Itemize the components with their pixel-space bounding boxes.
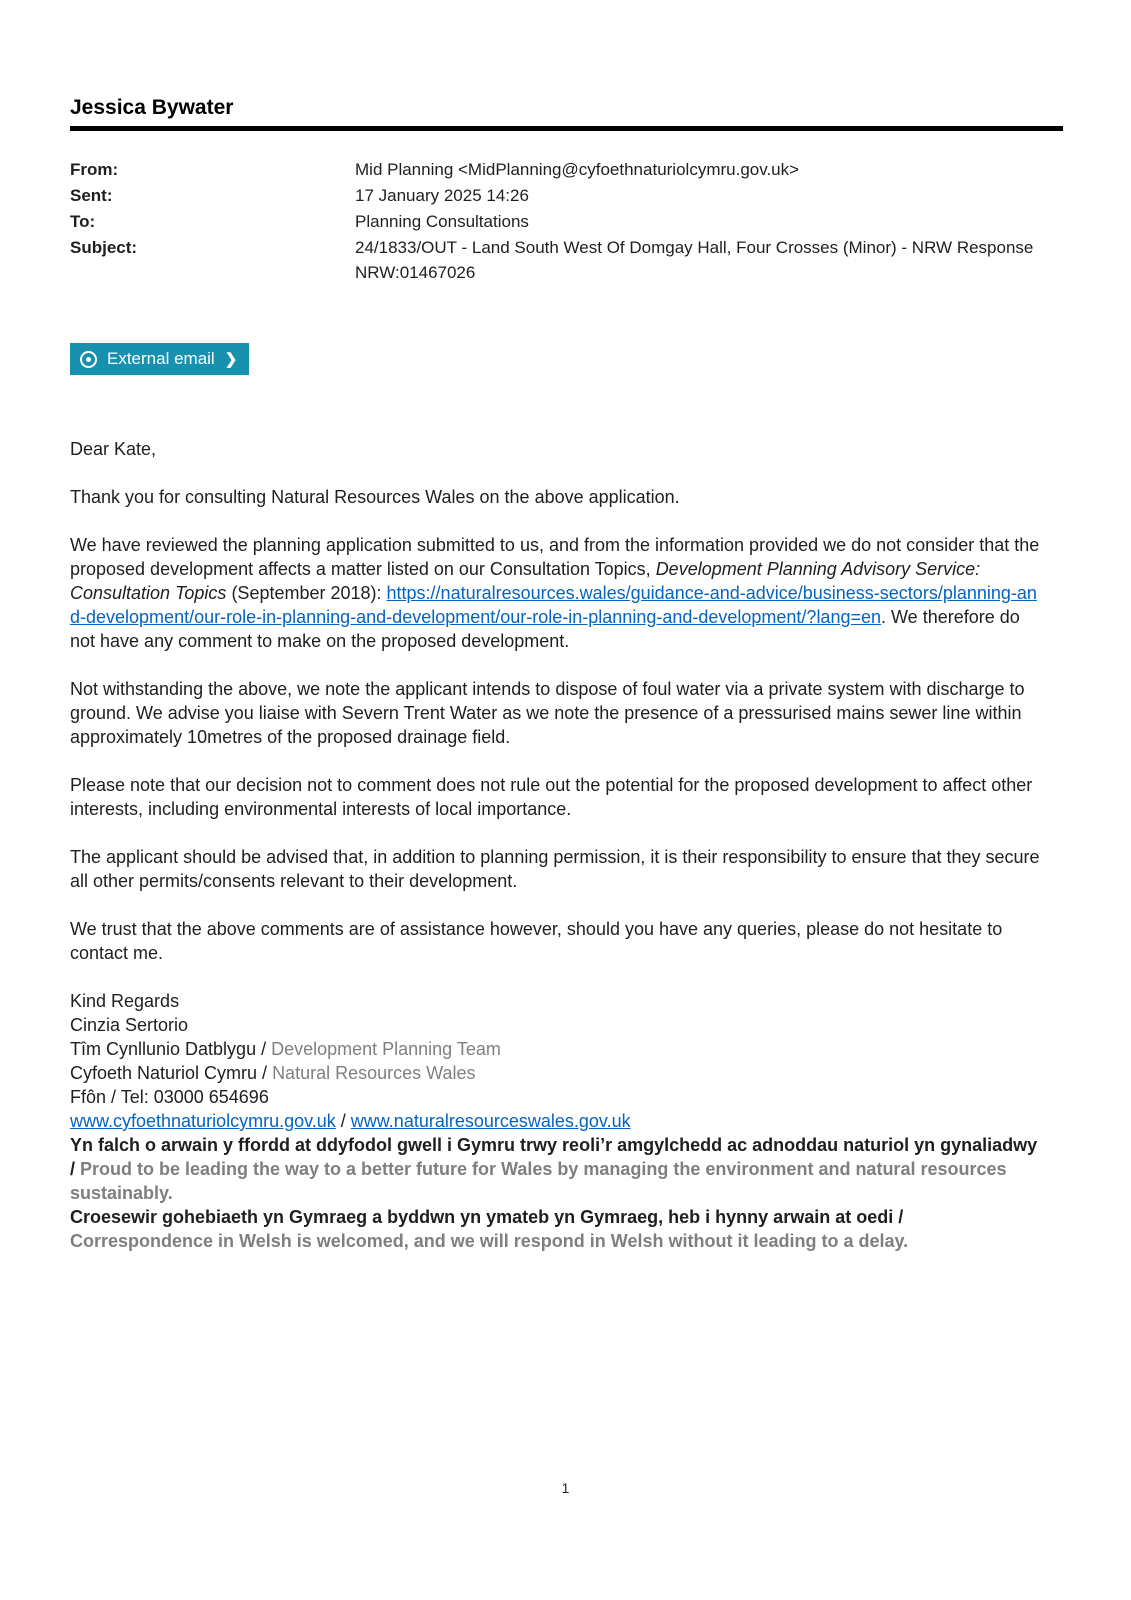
cyfoeth-link[interactable]: www.cyfoethnaturiolcymru.gov.uk [70, 1111, 336, 1131]
external-email-label: External email [107, 349, 215, 368]
signature-tagline [70, 1133, 1045, 1205]
greeting: Dear Kate, [70, 439, 157, 459]
subject-label: Subject: [70, 238, 138, 257]
welsh-notice-welsh: Croesewir gohebiaeth yn Gymraeg a byddwn yn ymateb yn Gymraeg, heb i hynny arwain at oedi / [70, 1207, 904, 1227]
signature-org-english: Natural Resources Wales [272, 1063, 476, 1083]
signature-org-welsh: Cyfoeth Naturiol Cymru / [70, 1063, 273, 1083]
external-email-badge[interactable] [70, 343, 249, 375]
paragraph-consultation-topics [70, 533, 1045, 653]
welsh-notice-english: Correspondence in Welsh is welcomed, and we will respond in Welsh without it leading to a delay. [70, 1231, 909, 1251]
subject-value: 24/1833/OUT - Land South West Of Domgay Hall, Four Crosses (Minor) - NRW Response NRW:01467026 [355, 238, 1034, 282]
tagline-welsh: Yn falch o arwain y ffordd at ddyfodol gwell i Gymru trwy reoli’r amgylchedd ac adnoddau naturiol yn gynaliadwy / [70, 1135, 1038, 1179]
sent-label: Sent: [70, 186, 113, 205]
paragraph-queries: We trust that the above comments are of assistance however, should you have any queries, please do not hesitate to contact me. [70, 919, 1003, 963]
email-header-fields [70, 157, 1063, 285]
paragraph-thanks: Thank you for consulting Natural Resources Wales on the above application. [70, 487, 680, 507]
paragraph-permits: The applicant should be advised that, in addition to planning permission, it is their responsibility to ensure that they secure all other permits/consents relevant to their development. [70, 847, 1040, 891]
to-label: To: [70, 212, 96, 231]
header-divider [70, 126, 1063, 131]
email-signature [70, 989, 1045, 1253]
email-body [70, 437, 1045, 965]
link-separator: / [335, 1111, 351, 1131]
paragraph-text: . We therefore do not have any comment to make on the proposed development. [70, 607, 1020, 651]
signature-welsh-notice [70, 1205, 1045, 1253]
external-email-icon [80, 351, 97, 368]
from-label: From: [70, 160, 119, 179]
signature-name: Cinzia Sertorio [70, 1015, 189, 1035]
to-value: Planning Consultations [355, 212, 529, 231]
from-value: Mid Planning <MidPlanning@cyfoethnaturiolcymru.gov.uk> [355, 160, 800, 179]
signature-team [70, 1037, 1045, 1061]
recipient-name: Jessica Bywater [70, 96, 234, 119]
guidance-link[interactable]: https://naturalresources.wales/guidance-and-advice/business-sectors/planning-and-development/our-role-in-planning-and-development/our-role-in-planning-and-development/?lang=en [70, 583, 1037, 627]
signature-phone: Ffôn / Tel: 03000 654696 [70, 1087, 269, 1107]
paragraph-foul-water: Not withstanding the above, we note the applicant intends to dispose of foul water via a private system with discharge to ground. We advise you liaise with Severn Trent Water as we note the presence of a pressurised mains sewer line within approximately 10metres of the proposed drainage field. [70, 679, 1025, 747]
paragraph-text: We have reviewed the planning application submitted to us, and from the information provided we do not consider that the proposed development affects a matter listed on our Consultation Topics, [70, 535, 1040, 579]
chevron-right-icon: ❯ [224, 350, 238, 368]
paragraph-decision-note: Please note that our decision not to comment does not rule out the potential for the proposed development to affect other interests, including environmental interests of local importance. [70, 775, 1033, 819]
nrw-link[interactable]: www.naturalresourceswales.gov.uk [350, 1111, 631, 1131]
page-number: 1 [561, 1480, 570, 1496]
tagline-english: Proud to be leading the way to a better future for Wales by managing the environment and natural resources sustainably. [70, 1159, 1007, 1203]
signature-team-welsh: Tîm Cynllunio Datblygu / [70, 1039, 272, 1059]
sent-value: 17 January 2025 14:26 [355, 186, 529, 205]
signature-links [70, 1109, 1045, 1133]
paragraph-text: (September 2018): [226, 583, 387, 603]
consultation-topics-title: Development Planning Advisory Service: Consultation Topics [70, 559, 981, 603]
signature-regards: Kind Regards [70, 991, 180, 1011]
signature-org [70, 1061, 1045, 1085]
signature-team-english: Development Planning Team [271, 1039, 501, 1059]
